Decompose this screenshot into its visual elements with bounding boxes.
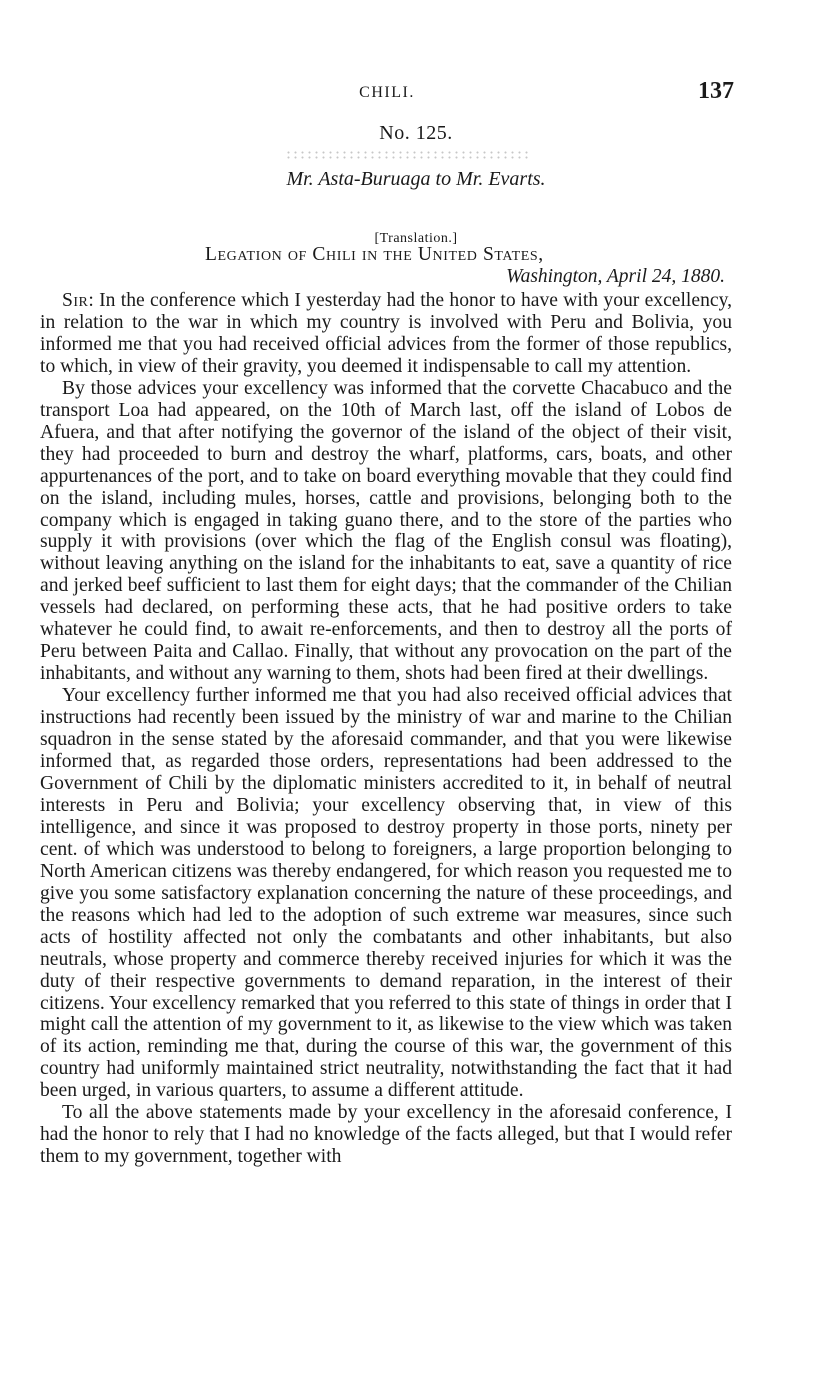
print-speckle-decoration <box>285 150 530 160</box>
running-title: CHILI. <box>359 84 415 101</box>
dateline <box>205 244 725 288</box>
paragraph-2: By those advices your excellency was informed that the corvette Chacabuco and the transport Loa had appeared, on the 10th of March last, off the island of Lobos de Afuera, and that after notifying the governor of the island of the object of their visit, they had proceeded to burn and destroy the wharf, platforms, cars, boats, and other appurtenances of the port, and to take on board everything movable that they could find on the island, including mules, horses, cattle and provisions, belonging both to the company which is engaged in taking guano there, and to the store of the parties who supply it with provisions (over which the flag of the English consul was floating), without leaving anything on the island for the inhabitants to eat, save a quantity of rice and jerked beef sufficient to last them for eight days; that the commander of the Chilian vessels had declared, on performing these acts, that he had positive orders to take whatever he could find, to await re-enforcements, and then to destroy all the ports of Peru between Paita and Callao. Finally, that without any provocation on the part of the inhabitants, and without any warning to them, shots had been fired at their dwellings. <box>40 377 732 685</box>
dateline-date <box>205 266 725 288</box>
paragraph-4: To all the above statements made by your excellency in the aforesaid conference, I had the honor to rely that I had no knowledge of the facts alleged, but that I would refer them to my government, together with <box>40 1102 732 1168</box>
paragraph-3: Your excellency further informed me that you had also received official advices that instructions had recently been issued by the ministry of war and marine to the Chilian squadron in the sense stated by the aforesaid commander, and that you were likewise informed that, as regarded those orders, representations had been addressed to the Government of Chili by the diplomatic ministers accredited to it, in behalf of neutral interests in Peru and Bolivia; your excellency observing that, in view of this intelligence, and since it was proposed to destroy property in those ports, ninety per cent. of which was understood to belong to foreigners, a large proportion belonging to North American citizens was thereby endangered, for which reason you requested me to give you some satisfactory explanation concerning the nature of these proceedings, and the reasons which had led to the adoption of such extreme war measures, since such acts of hostility affected not only the combatants and other inhabitants, but also neutrals, whose property and commerce thereby received injuries for which it was the duty of their respective governments to demand reparation, in the interest of their citizens. Your excellency remarked that you referred to this state of things in order that I might call the attention of my government to it, as likewise to the view which was taken of its action, reminding me that, during the course of this war, the government of this country had uniformly maintained strict neutrality, notwithstanding the fact that it had been urged, in various quarters, to assume a different attitude. <box>40 685 732 1102</box>
paragraph-1-text: : In the conference which I yesterday had the honor to have with your excellency, in relation to the war in which my country is involved with Peru and Bolivia, you informed me that you had received official advices from the former of those republics, to which, in view of their gravity, you deemed it indispensable to call my attention. <box>40 290 732 377</box>
running-head <box>40 78 734 108</box>
dateline-place: Legation of Chili in the United States, <box>205 244 544 265</box>
paragraph-1 <box>40 290 732 378</box>
document-number: No. 125. <box>379 122 453 144</box>
translation-note: [Translation.] <box>374 231 458 246</box>
letter-heading: Mr. Asta-Buruaga to Mr. Evarts. <box>286 168 546 190</box>
page-number: 137 <box>698 78 734 104</box>
dateline-date-text: Washington, April 24, 1880. <box>506 266 725 287</box>
salutation: Sir <box>62 290 89 311</box>
letter-body <box>40 290 732 1168</box>
